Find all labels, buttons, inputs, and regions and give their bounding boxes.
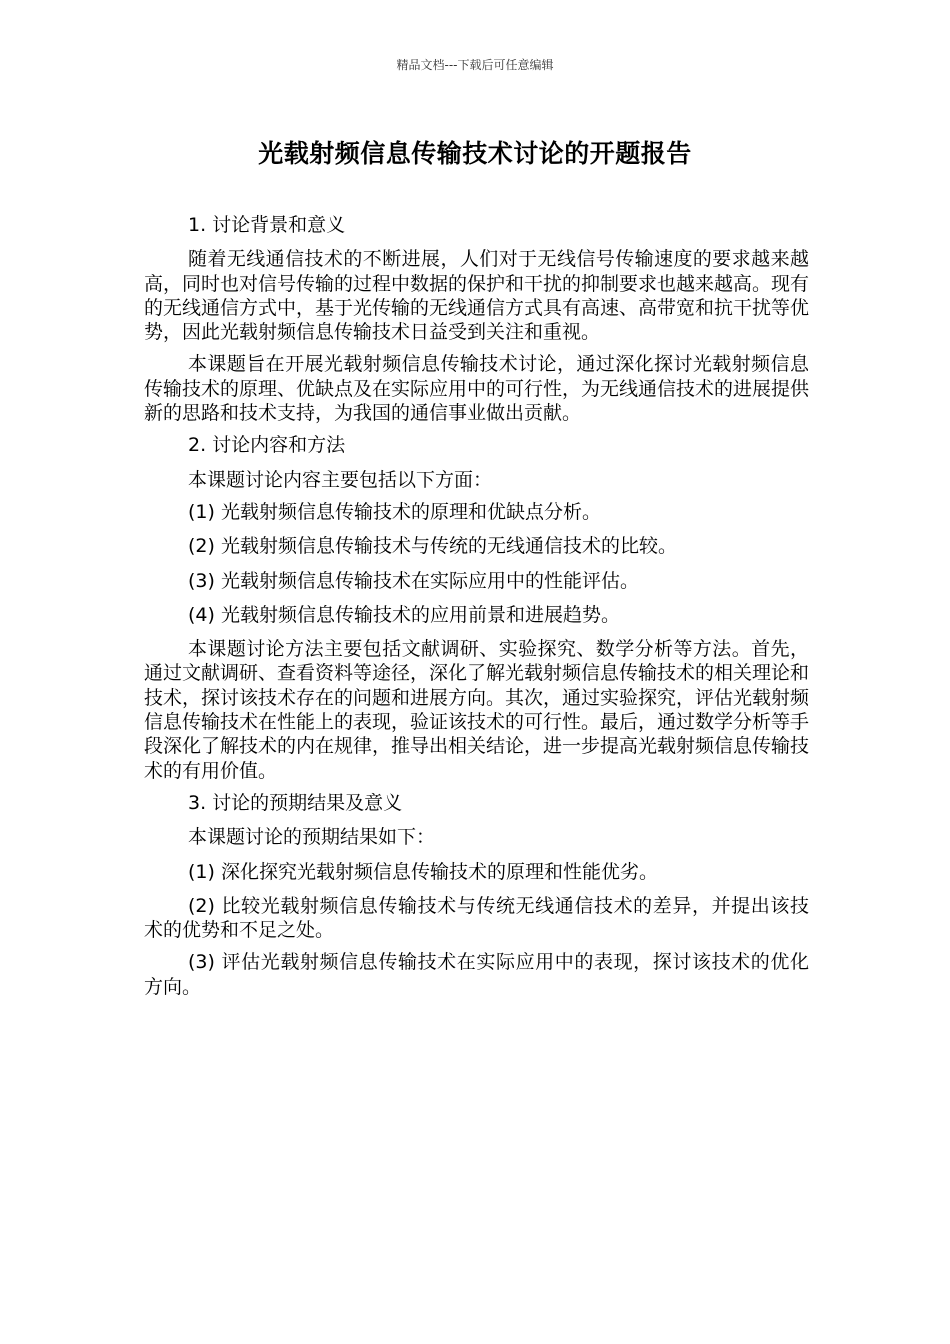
list-item: (1) 深化探究光载射频信息传输技术的原理和性能优劣。 xyxy=(188,860,658,883)
paragraph-background: 随着无线通信技术的不断进展，人们对于无线信号传输速度的要求越来越高，同时也对信号传输的过程中数据的保护和干扰的抑制要求也越来越高。现有的无线通信方式中，基于光传输的无线通信方式具有高速、高带宽和抗干扰等优势，因此光载射频信息传输技术日益受到关注和重视。 xyxy=(144,248,810,344)
document-body xyxy=(144,213,809,1007)
paragraph-content-intro: 本课题讨论内容主要包括以下方面： xyxy=(188,468,493,491)
list-item: (2) 比较光载射频信息传输技术与传统无线通信技术的差异，并提出该技术的优势和不足之处。 xyxy=(144,894,809,942)
section-heading-content-methods: 2. 讨论内容和方法 xyxy=(188,434,346,457)
paragraph-purpose: 本课题旨在开展光载射频信息传输技术讨论，通过深化探讨光载射频信息传输技术的原理、优缺点及在实际应用中的可行性，为无线通信技术的进展提供新的思路和技术支持，为我国的通信事业做出贡献。 xyxy=(144,353,810,425)
document-title: 光载射频信息传输技术讨论的开题报告 xyxy=(258,139,692,168)
list-item: (3) 评估光载射频信息传输技术在实际应用中的表现，探讨该技术的优化方向。 xyxy=(144,951,809,998)
list-item: (2) 光载射频信息传输技术与传统的无线通信技术的比较。 xyxy=(188,535,677,558)
header-note: 精品文档---下载后可任意编辑 xyxy=(396,58,554,72)
paragraph-results-intro: 本课题讨论的预期结果如下： xyxy=(188,826,436,849)
section-heading-expected-results: 3. 讨论的预期结果及意义 xyxy=(188,791,403,814)
list-item: (1) 光载射频信息传输技术的原理和优缺点分析。 xyxy=(188,500,601,523)
section-heading-background: 1. 讨论背景和意义 xyxy=(188,214,346,236)
list-item: (4) 光载射频信息传输技术的应用前景和进展趋势。 xyxy=(188,603,620,626)
paragraph-methods: 本课题讨论方法主要包括文献调研、实验探究、数学分析等方法。首先，通过文献调研、查看资料等途径，深化了解光载射频信息传输技术的相关理论和技术，探讨该技术存在的问题和进展方向。其次，通过实验探究，评估光载射频信息传输技术在性能上的表现，验证该技术的可行性。最后，通过数学分析等手段深化了解技术的内在规律，推导出相关结论，进一步提高光载射频信息传输技术的有用价值。 xyxy=(144,638,810,782)
list-item: (3) 光载射频信息传输技术在实际应用中的性能评估。 xyxy=(188,569,639,592)
